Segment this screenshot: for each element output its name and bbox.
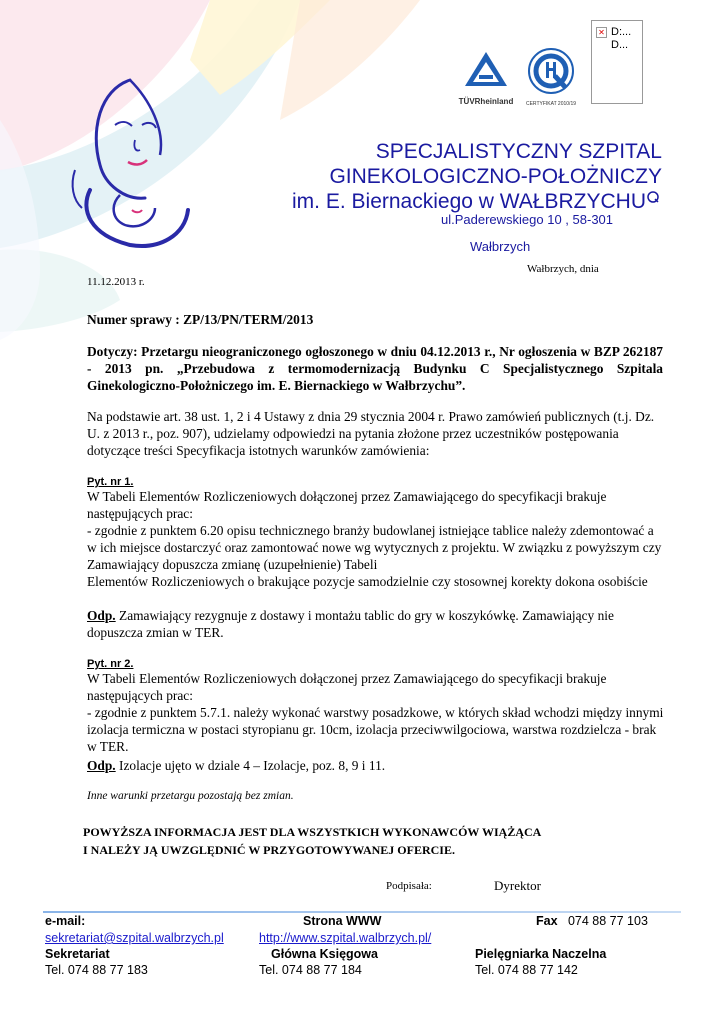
letter-subject: Dotyczy: Przetargu nieograniczonego ogłoszonego w dniu 04.12.2013 r., Nr ogłoszenia w BZP 262187 - 2013 pn. „Przebudowa z termomodernizacją Budynku C Specjalistycznego Szpitala Ginekologiczno-Położniczego im. E. Biernackiego w Wałbrzychu”. xyxy=(87,344,663,393)
tuv-logo xyxy=(457,48,515,104)
question-2-text: W Tabeli Elementów Rozliczeniowych dołączonej przez Zamawiającego do specyfikacji brakuje następujących prac: xyxy=(87,671,607,703)
hospital-title-line-2: GINEKOLOGICZNO-POŁOŻNICZY xyxy=(329,165,662,188)
footer-nurse-tel: Tel. 074 88 77 142 xyxy=(475,963,578,977)
answer-1-label: Odp. xyxy=(87,608,116,623)
place-date-label: Wałbrzych, dnia xyxy=(527,263,599,275)
footer-divider xyxy=(43,911,681,913)
footer-accountant-label: Główna Księgowa xyxy=(271,947,378,961)
signed-label: Podpisała: xyxy=(386,880,432,892)
footer-accountant-tel: Tel. 074 88 77 184 xyxy=(259,963,362,977)
quality-cert-logo xyxy=(522,46,580,106)
q-small-icon xyxy=(646,190,660,204)
answer-2 xyxy=(87,757,667,774)
question-1-detail-a: - zgodnie z punktem 6.20 opisu technicznego branży budowlanej istniejące tablice należy zdemontować a w ich miejsce dostarczyć oraz zamontować nowe wg wytycznych z projektu. W związku z powyższym czy Zamawiający dopuszcza zmianę (uzupełnienie) Tabeli xyxy=(87,523,662,572)
question-1-text: W Tabeli Elementów Rozliczeniowych dołączonej przez Zamawiającego do specyfikacji brakuje następujących prac: xyxy=(87,489,607,521)
q-seal-icon xyxy=(522,46,580,96)
question-1-detail-b: Elementów Rozliczeniowych o brakujące pozycje samodzielnie czy stosownej korekty dokona osobiście xyxy=(87,574,648,589)
answer-1 xyxy=(87,607,667,641)
tuv-label: TÜVRheinland xyxy=(458,97,514,106)
footer-secretariat-tel: Tel. 074 88 77 183 xyxy=(45,963,148,977)
footer-www-link[interactable]: http://www.szpital.walbrzych.pl/ xyxy=(259,931,432,945)
other-terms-note: Inne warunki przetargu pozostają bez zmian. xyxy=(87,790,294,802)
question-2-detail: - zgodnie z punktem 5.7.1. należy wykonać warstwy posadzkowe, w których skład wchodzi między innymi izolacja termiczna w postaci styropianu gr. 10cm, izolacja przeciwwilgociowa, warstwa rozdzielcza - brak w TER. xyxy=(87,705,664,754)
hospital-address: ul.Paderewskiego 10 , 58-301 xyxy=(441,212,614,227)
footer-email-label: e-mail: xyxy=(45,914,86,928)
footer-fax-value: 074 88 77 103 xyxy=(567,914,648,928)
placeholder-text-1: D:... xyxy=(611,26,632,38)
hospital-title-line-3: im. E. Biernackiego w WAŁBRZYCHU xyxy=(292,190,646,213)
question-2-label: Pyt. nr 2. xyxy=(87,658,134,670)
hospital-city: Wałbrzych xyxy=(470,239,531,254)
cert-label: CERTYFIKAT 2010/19 xyxy=(525,101,577,107)
answer-2-text: Izolacje ujęto w dziale 4 – Izolacje, poz. 8, 9 i 11. xyxy=(115,758,386,773)
question-1-label: Pyt. nr 1. xyxy=(87,476,134,488)
footer-fax-label: Fax xyxy=(536,914,558,928)
footer-email-link[interactable]: sekretariat@szpital.walbrzych.pl xyxy=(45,931,224,945)
answer-2-label: Odp. xyxy=(87,758,116,773)
footer-nurse-label: Pielęgniarka Naczelna xyxy=(475,947,607,961)
case-number: Numer sprawy : ZP/13/PN/TERM/2013 xyxy=(87,312,314,327)
signer-title: Dyrektor xyxy=(494,878,541,893)
notice-line-1: POWYŻSZA INFORMACJA JEST DLA WSZYSTKICH WYKONAWCÓW WIĄŻĄCA xyxy=(83,825,542,839)
letter-intro: Na podstawie art. 38 ust. 1, 2 i 4 Ustawy z dnia 29 stycznia 2004 r. Prawo zamówień publicznych (t.j. Dz. U. z 2013 r., poz. 907), udzielamy odpowiedzi na pytania złożone przez uczestników postępowania dotyczące treści Specyfikacja istotnych warunków zamówienia: xyxy=(87,409,655,458)
placeholder-text-2: D... xyxy=(611,39,629,51)
hospital-title-line-1: SPECJALISTYCZNY SZPITAL xyxy=(375,140,662,163)
footer-secretariat-label: Sekretariat xyxy=(45,947,110,961)
tuv-triangle-icon xyxy=(457,48,515,92)
mother-child-logo xyxy=(70,70,200,250)
answer-1-text: Zamawiający rezygnuje z dostawy i montażu tablic do gry w koszykówkę. Zamawiający nie dopuszcza zmian w TER. xyxy=(87,608,614,640)
broken-image-placeholder xyxy=(591,20,643,104)
footer-www-label: Strona WWW xyxy=(303,914,382,928)
broken-image-icon: ✕ xyxy=(596,27,607,38)
notice-line-2: I NALEŻY JĄ UWZGLĘDNIĆ W PRZYGOTOWYWANEJ OFERCIE. xyxy=(83,843,455,857)
letter-date: 11.12.2013 r. xyxy=(87,276,145,288)
